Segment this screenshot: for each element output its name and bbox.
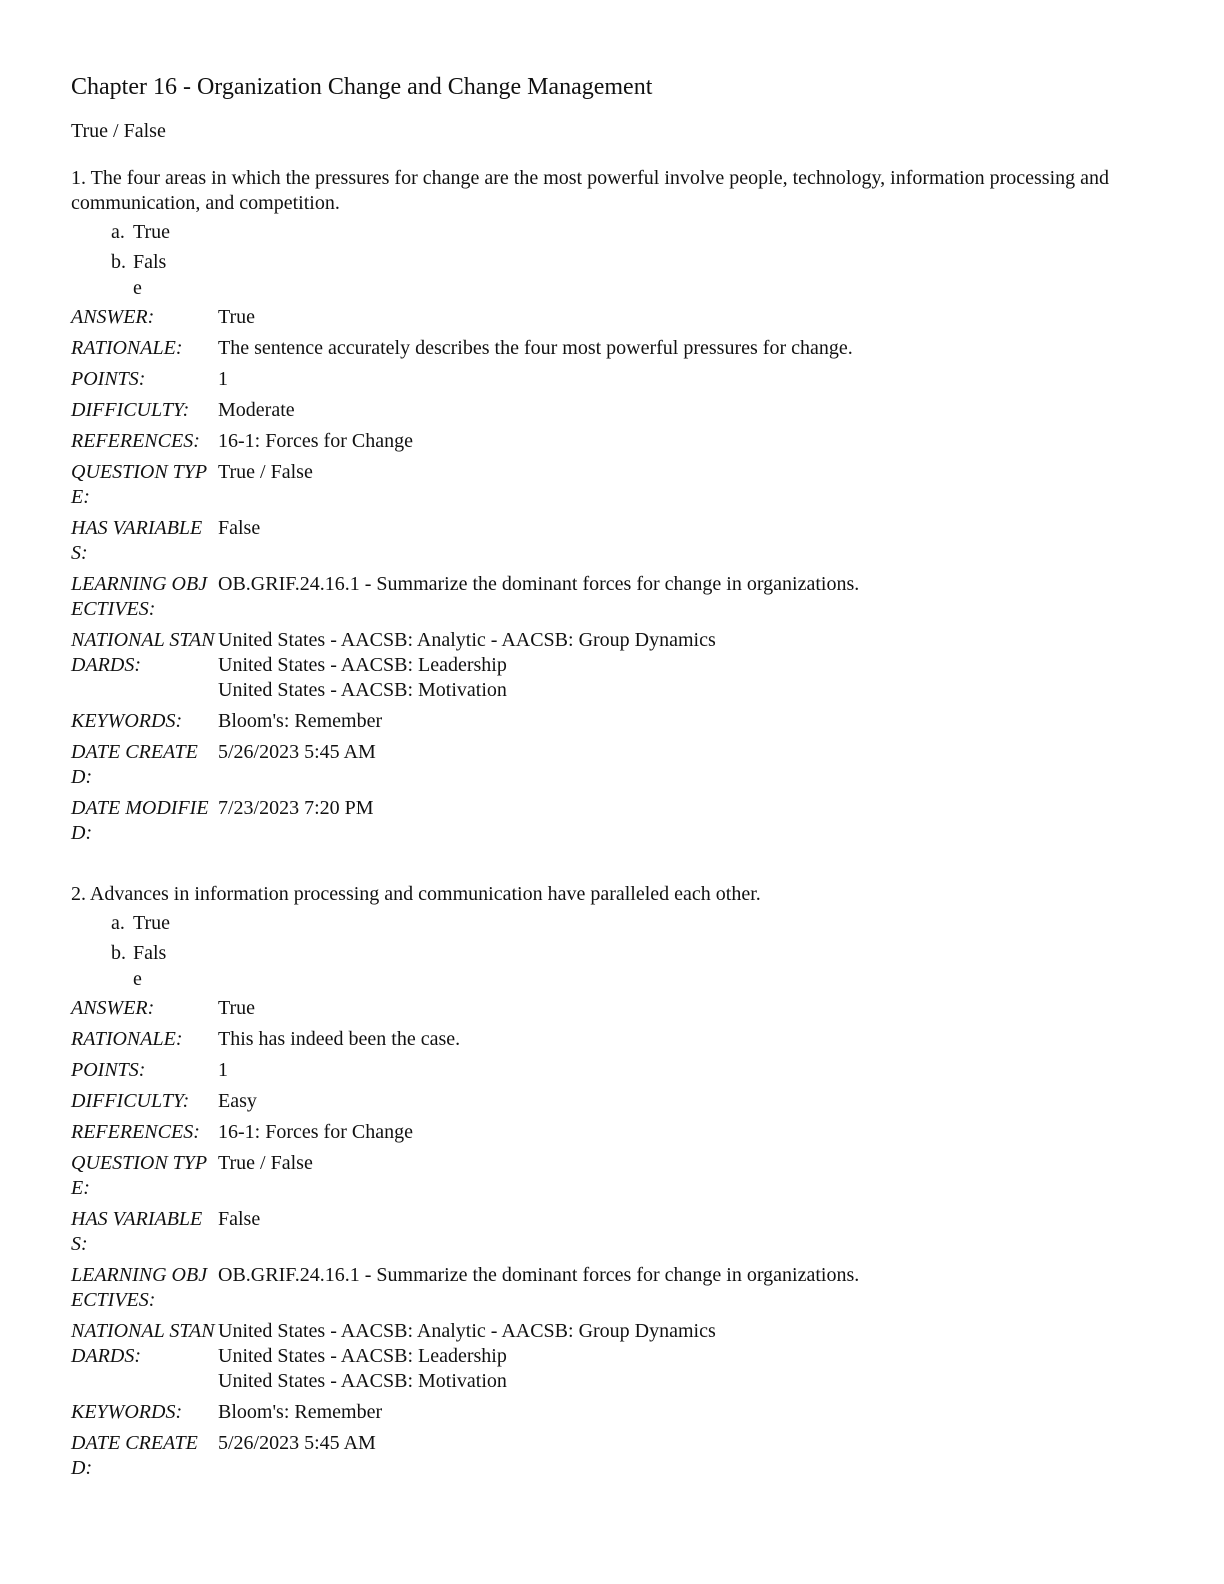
metadata-row xyxy=(71,1400,1161,1425)
metadata-row xyxy=(71,1120,1161,1145)
metadata-label: QUESTION TYPE: xyxy=(71,461,208,508)
metadata-value-line: 16-1: Forces for Change xyxy=(218,1121,413,1143)
metadata-value xyxy=(218,996,1161,1021)
metadata-value xyxy=(218,1319,1161,1394)
option-text: False xyxy=(133,942,167,990)
metadata-value-line: Bloom's: Remember xyxy=(218,1401,383,1423)
metadata-value-line: This has indeed been the case. xyxy=(218,1028,461,1050)
metadata-row xyxy=(71,1431,1161,1481)
metadata-value-line: 7/23/2023 7:20 PM xyxy=(218,797,374,819)
document-page xyxy=(71,70,1161,1487)
metadata-row xyxy=(71,305,1161,330)
metadata-row xyxy=(71,1058,1161,1083)
metadata-label: REFERENCES: xyxy=(71,1121,200,1143)
metadata-row xyxy=(71,398,1161,423)
question-metadata xyxy=(71,305,1161,846)
question-body: Advances in information processing and communication have paralleled each other. xyxy=(89,883,761,905)
metadata-value-line: 1 xyxy=(218,368,228,390)
answer-option xyxy=(111,910,1161,936)
metadata-label: QUESTION TYPE: xyxy=(71,1152,208,1199)
answer-options xyxy=(71,910,1161,992)
question-block xyxy=(71,166,1161,846)
metadata-value-line: 5/26/2023 5:45 AM xyxy=(218,741,376,763)
metadata-value-line: True xyxy=(218,997,256,1019)
metadata-value xyxy=(218,1207,1161,1257)
question-text xyxy=(71,882,1161,907)
metadata-label: KEYWORDS: xyxy=(71,1401,183,1423)
metadata-row xyxy=(71,1319,1161,1394)
footer-cut-off-line xyxy=(71,1458,1131,1466)
metadata-value xyxy=(218,398,1161,423)
option-letter: a. xyxy=(111,912,125,934)
metadata-value-line: False xyxy=(218,1208,261,1230)
metadata-value-line: True / False xyxy=(218,1152,313,1174)
question-metadata xyxy=(71,996,1161,1481)
metadata-value xyxy=(218,1400,1161,1425)
metadata-value xyxy=(218,709,1161,734)
metadata-label: NATIONAL STANDARDS: xyxy=(71,1320,215,1367)
metadata-label: HAS VARIABLES: xyxy=(71,1208,203,1255)
question-number: 2. xyxy=(71,883,86,905)
metadata-label: DATE CREATED: xyxy=(71,1432,198,1479)
section-title: True / False xyxy=(71,120,166,142)
metadata-row xyxy=(71,1207,1161,1257)
metadata-row xyxy=(71,367,1161,392)
metadata-label: DATE CREATED: xyxy=(71,741,198,788)
metadata-label: DATE MODIFIED: xyxy=(71,797,209,844)
metadata-row xyxy=(71,460,1161,510)
metadata-row xyxy=(71,796,1161,846)
question-list xyxy=(71,166,1161,1481)
metadata-value xyxy=(218,336,1161,361)
question-number: 1. xyxy=(71,167,86,189)
option-letter: b. xyxy=(111,942,126,964)
metadata-label: RATIONALE: xyxy=(71,1028,183,1050)
metadata-value-line: United States - AACSB: Motivation xyxy=(218,679,507,701)
metadata-value-line: 1 xyxy=(218,1059,228,1081)
metadata-value xyxy=(218,367,1161,392)
metadata-label: DIFFICULTY: xyxy=(71,399,190,421)
metadata-value-line: Bloom's: Remember xyxy=(218,710,383,732)
metadata-row xyxy=(71,1027,1161,1052)
metadata-label: RATIONALE: xyxy=(71,337,183,359)
metadata-label: NATIONAL STANDARDS: xyxy=(71,629,215,676)
option-letter: a. xyxy=(111,221,125,243)
metadata-value-line: OB.GRIF.24.16.1 - Summarize the dominant forces for change in organizations. xyxy=(218,1264,860,1286)
metadata-row xyxy=(71,996,1161,1021)
metadata-value-line: United States - AACSB: Analytic - AACSB: Group Dynamics xyxy=(218,629,716,651)
metadata-value-line: True / False xyxy=(218,461,313,483)
metadata-label: LEARNING OBJECTIVES: xyxy=(71,1264,208,1311)
metadata-label: LEARNING OBJECTIVES: xyxy=(71,573,208,620)
metadata-value-line: 5/26/2023 5:45 AM xyxy=(218,1432,376,1454)
metadata-label: ANSWER: xyxy=(71,997,155,1019)
metadata-value xyxy=(218,1120,1161,1145)
metadata-value xyxy=(218,628,1161,703)
metadata-value xyxy=(218,796,1161,846)
question-block xyxy=(71,882,1161,1481)
metadata-row xyxy=(71,628,1161,703)
metadata-row xyxy=(71,572,1161,622)
metadata-value xyxy=(218,516,1161,566)
metadata-row xyxy=(71,740,1161,790)
metadata-value-line: United States - AACSB: Leadership xyxy=(218,1345,507,1367)
answer-option xyxy=(111,940,1161,992)
option-letter: b. xyxy=(111,251,126,273)
metadata-value xyxy=(218,1058,1161,1083)
metadata-value xyxy=(218,1089,1161,1114)
metadata-value-line: United States - AACSB: Leadership xyxy=(218,654,507,676)
metadata-row xyxy=(71,516,1161,566)
metadata-label: KEYWORDS: xyxy=(71,710,183,732)
metadata-value-line: Easy xyxy=(218,1090,257,1112)
metadata-row xyxy=(71,1151,1161,1201)
metadata-row xyxy=(71,1263,1161,1313)
metadata-label: ANSWER: xyxy=(71,306,155,328)
metadata-value xyxy=(218,460,1161,510)
metadata-value-line: True xyxy=(218,306,256,328)
metadata-value-line: United States - AACSB: Motivation xyxy=(218,1370,507,1392)
question-text xyxy=(71,166,1161,216)
metadata-value xyxy=(218,429,1161,454)
metadata-value xyxy=(218,305,1161,330)
metadata-value xyxy=(218,740,1161,790)
answer-options xyxy=(71,219,1161,301)
metadata-label: POINTS: xyxy=(71,368,146,390)
metadata-label: POINTS: xyxy=(71,1059,146,1081)
question-body: The four areas in which the pressures for change are the most powerful involve people, technology, information processing and communication, and competition. xyxy=(71,167,1110,214)
metadata-value-line: United States - AACSB: Analytic - AACSB: Group Dynamics xyxy=(218,1320,716,1342)
option-text: True xyxy=(133,912,171,934)
metadata-row xyxy=(71,709,1161,734)
metadata-value-line: 16-1: Forces for Change xyxy=(218,430,413,452)
option-text: False xyxy=(133,251,167,299)
metadata-label: DIFFICULTY: xyxy=(71,1090,190,1112)
metadata-value-line: False xyxy=(218,517,261,539)
metadata-value xyxy=(218,1027,1161,1052)
metadata-value xyxy=(218,1263,1161,1313)
metadata-value xyxy=(218,572,1161,622)
metadata-row xyxy=(71,1089,1161,1114)
metadata-value-line: The sentence accurately describes the four most powerful pressures for change. xyxy=(218,337,853,359)
metadata-value xyxy=(218,1151,1161,1201)
option-text: True xyxy=(133,221,171,243)
metadata-value-line: Moderate xyxy=(218,399,295,421)
metadata-row xyxy=(71,429,1161,454)
metadata-value xyxy=(218,1431,1161,1481)
metadata-value-line: OB.GRIF.24.16.1 - Summarize the dominant forces for change in organizations. xyxy=(218,573,860,595)
metadata-label: HAS VARIABLES: xyxy=(71,517,203,564)
answer-option xyxy=(111,249,1161,301)
answer-option xyxy=(111,219,1161,245)
metadata-label: REFERENCES: xyxy=(71,430,200,452)
metadata-row xyxy=(71,336,1161,361)
chapter-title: Chapter 16 - Organization Change and Change Management xyxy=(71,74,653,100)
